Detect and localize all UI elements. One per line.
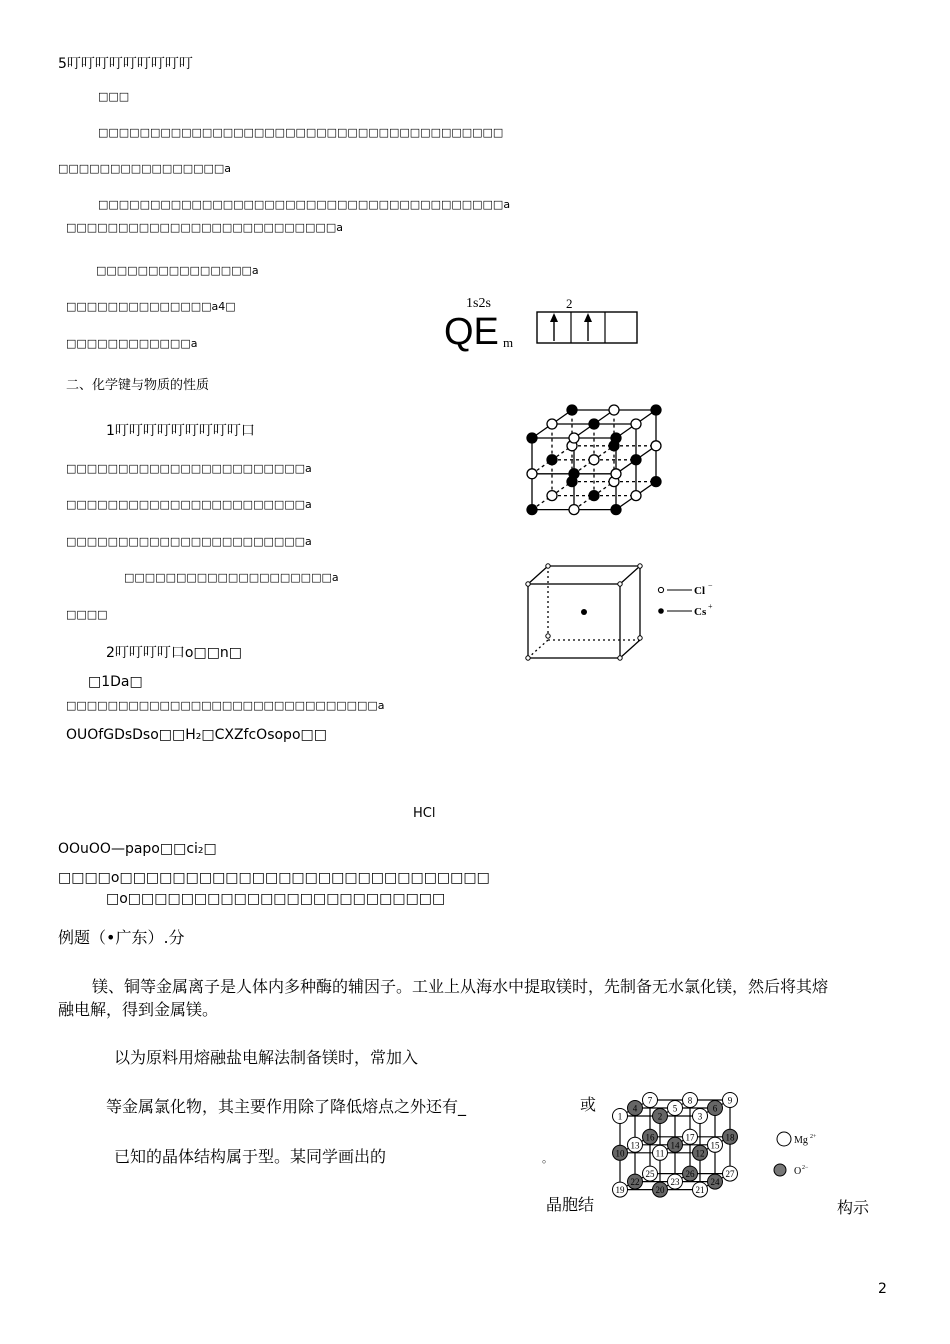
- atom-number: 15: [710, 1140, 720, 1151]
- text-line: □o□□□□□□□□□□□□□□□□□□□□□□□□: [106, 891, 446, 907]
- cl-ion: [631, 491, 641, 501]
- cscl-cell-diagram: [522, 562, 722, 664]
- cl-ion: [609, 405, 619, 415]
- atom-number: 5: [672, 1103, 678, 1114]
- atom-1: [613, 1109, 628, 1124]
- atom-number: 26: [685, 1169, 695, 1180]
- atom-number: 11: [655, 1148, 665, 1159]
- cl-ion: [611, 469, 621, 479]
- legend-cl-sup: −: [708, 581, 713, 590]
- legend-cs: Cs: [694, 606, 707, 618]
- nacl-lattice-diagram: [520, 402, 660, 534]
- heading-item-2: 2叮叮叮叮口o□□n□: [106, 645, 243, 661]
- question-line: 晶胞结: [546, 1195, 595, 1214]
- legend-mg: Mg: [794, 1135, 808, 1146]
- text-line: □□□□□□□□□□□□□□□□□□□□□□□a: [66, 462, 312, 475]
- atom-number: 19: [615, 1185, 625, 1196]
- heading-item-5: 5叮叮叮叮叮叮叮叮叮: [58, 56, 193, 72]
- atom-15: [708, 1137, 723, 1152]
- text-line: □□□□□□□□□□□□□□□a: [96, 264, 259, 277]
- atom-number: 7: [647, 1095, 653, 1106]
- question-line: 构示: [837, 1198, 870, 1217]
- atom-number: 27: [725, 1169, 735, 1180]
- na-ion: [567, 405, 577, 415]
- atom-number: 22: [630, 1177, 640, 1188]
- cl-ion: [631, 419, 641, 429]
- orbital-label-2: 2: [566, 296, 573, 311]
- atom-20: [653, 1182, 668, 1197]
- text-line: □□□□□□□□□□□□□□□□□□□□□□□a: [66, 535, 312, 548]
- atom-number: 13: [630, 1140, 640, 1151]
- page-number: 2: [878, 1281, 887, 1297]
- heading-item-1: 1叮叮叮叮叮叮叮叮叮口: [106, 423, 255, 439]
- na-ion: [589, 491, 599, 501]
- atom-number: 16: [645, 1132, 655, 1143]
- atom-number: 18: [725, 1132, 735, 1143]
- atom-25: [643, 1166, 658, 1181]
- atom-number: 9: [727, 1095, 733, 1106]
- text-line: □□□□□□□□□□□□□□□□□□□□□□□□□□a: [66, 221, 343, 234]
- text-line: □□□□□□□□□□□□□□□□□□□□□□□□□□□□□□a: [66, 699, 385, 712]
- text-line: OOuOO—papo□□ci₂□: [58, 841, 217, 857]
- orbital-label: 1s2s: [466, 296, 491, 311]
- atom-number: 21: [695, 1185, 705, 1196]
- atom-number: 25: [645, 1169, 655, 1180]
- atom-2: [653, 1109, 668, 1124]
- atom-23: [668, 1174, 683, 1189]
- atom-8: [683, 1093, 698, 1108]
- atom-number: 10: [615, 1148, 625, 1159]
- cl-ion: [651, 441, 661, 451]
- text-line: □□□□□□□□□□□□□□a4□: [66, 300, 236, 313]
- atom-27: [723, 1166, 738, 1181]
- question-line: 以为原料用熔融盐电解法制备镁时，常加入: [114, 1048, 419, 1067]
- atom-number: 20: [655, 1185, 665, 1196]
- atom-number: 6: [712, 1103, 718, 1114]
- na-ion: [631, 455, 641, 465]
- atom-number: 24: [710, 1177, 720, 1188]
- atom-number: 14: [670, 1140, 680, 1151]
- paragraph-line: 镁、铜等金属离子是人体内多种酶的辅因子。工业上从海水中提取镁时，先制备无水氯化镁，然后将其熔: [92, 977, 829, 996]
- atom-10: [613, 1145, 628, 1160]
- na-ion: [527, 433, 537, 443]
- atom-9: [723, 1093, 738, 1108]
- text-line: □□□□□□□□□□□□□□□□□□□□□□□□□□□□□□□□□□□□□□□: [98, 126, 504, 139]
- cl-ion: [569, 433, 579, 443]
- text-line: □□□□□□□□□□□□□□□□□□□□a: [124, 571, 339, 584]
- atom-16: [643, 1129, 658, 1144]
- na-ion: [589, 419, 599, 429]
- text-line: □□□□□□□□□□□□a: [66, 337, 198, 350]
- question-line: 已知的晶体结构属于型。某同学画出的: [114, 1147, 387, 1166]
- text-line: 。: [542, 1152, 553, 1165]
- atom-21: [693, 1182, 708, 1197]
- text-line: □□□□□□□□□□□□□□□□□□□□□□□□□□□□□□□□□□□□□□□a: [98, 198, 511, 211]
- atom-26: [683, 1166, 698, 1181]
- legend-o-sup: 2−: [802, 1165, 809, 1171]
- atom-number: 12: [695, 1148, 705, 1159]
- na-ion: [611, 433, 621, 443]
- atom-12: [693, 1145, 708, 1160]
- cl-ion: [547, 419, 557, 429]
- na-ion: [651, 477, 661, 487]
- cl-ion: [569, 505, 579, 515]
- atom-24: [708, 1174, 723, 1189]
- atom-6: [708, 1101, 723, 1116]
- formula-hcl: HCl: [413, 806, 436, 821]
- orbital-subscript: m: [503, 335, 514, 350]
- atom-22: [628, 1174, 643, 1189]
- text-line: OUOfGDsDso□□H₂□CXZfcOsopo□□: [66, 727, 327, 743]
- paragraph-line: 融电解，得到金属镁。: [58, 1000, 219, 1019]
- legend-o: O: [794, 1166, 802, 1177]
- cl-ion: [547, 491, 557, 501]
- atom-11: [653, 1145, 668, 1160]
- atom-5: [668, 1101, 683, 1116]
- na-ion: [547, 455, 557, 465]
- legend-cl: Cl: [694, 585, 705, 597]
- question-line: 或: [580, 1095, 597, 1114]
- atom-number: 1: [617, 1111, 623, 1122]
- atom-number: 17: [685, 1132, 695, 1143]
- text-line: □□□□o□□□□□□□□□□□□□□□□□□□□□□□□□□□□: [58, 870, 490, 886]
- cl-ion: [527, 469, 537, 479]
- atom-number: 8: [687, 1095, 693, 1106]
- atom-17: [683, 1129, 698, 1144]
- text-line: □□□□□□□□□□□□□□□□□□□□□□□a: [66, 498, 312, 511]
- mgo-lattice-diagram: [604, 1086, 844, 1218]
- text-line: □□□□: [66, 608, 108, 621]
- atom-3: [693, 1109, 708, 1124]
- atom-number: 3: [697, 1111, 703, 1122]
- atom-number: 23: [670, 1177, 680, 1188]
- atom-19: [613, 1182, 628, 1197]
- atom-number: 2: [657, 1111, 663, 1122]
- question-line: 等金属氯化物，其主要作用除了降低熔点之外还有_: [106, 1097, 467, 1116]
- text-line: □1Da□: [88, 674, 143, 690]
- section-heading: 二、化学键与物质的性质: [66, 378, 210, 393]
- text-line: □□□□□□□□□□□□□□□□a: [58, 162, 232, 175]
- na-ion: [569, 469, 579, 479]
- atom-14: [668, 1137, 683, 1152]
- orbital-symbol: QE: [444, 311, 499, 353]
- na-ion: [611, 505, 621, 515]
- atom-number: 4: [632, 1103, 638, 1114]
- text-line: □□□: [98, 90, 130, 103]
- example-title: 例题（•广东）.分: [58, 928, 185, 947]
- orbital-boxes: [536, 310, 640, 346]
- atom-7: [643, 1093, 658, 1108]
- na-ion: [527, 505, 537, 515]
- cl-ion: [589, 455, 599, 465]
- legend-cs-sup: +: [708, 602, 713, 611]
- na-ion: [651, 405, 661, 415]
- atom-4: [628, 1101, 643, 1116]
- legend-mg-sup: 2+: [810, 1134, 817, 1140]
- atom-18: [723, 1129, 738, 1144]
- atom-13: [628, 1137, 643, 1152]
